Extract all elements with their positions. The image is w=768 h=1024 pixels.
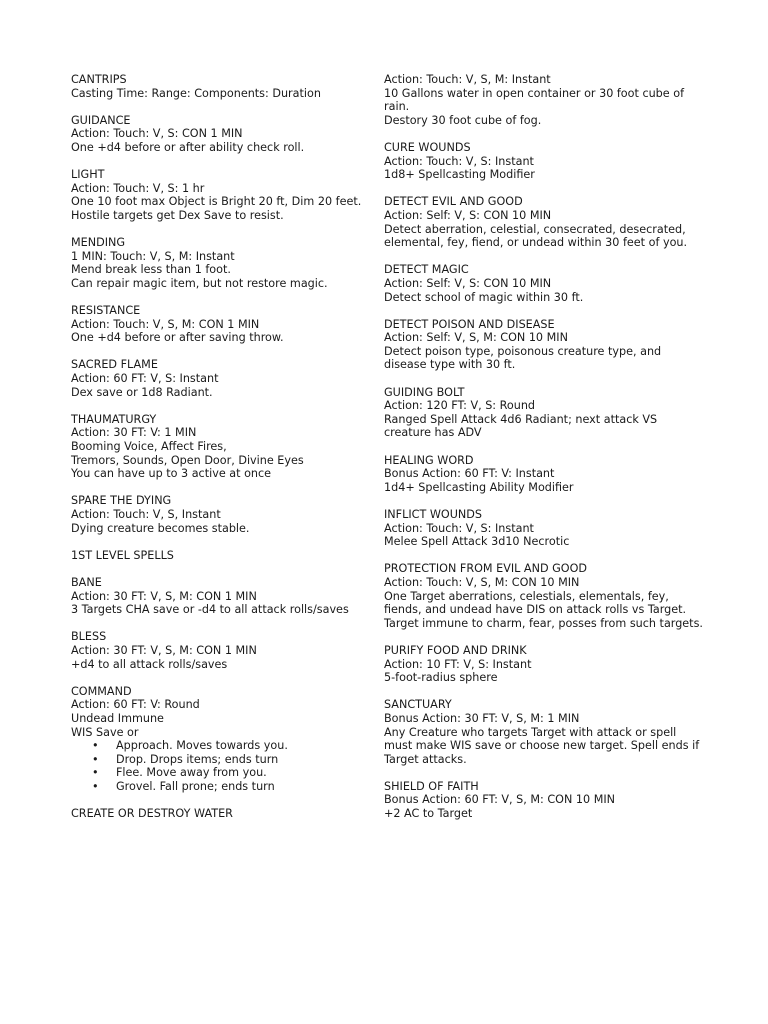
spell-heading: CREATE OR DESTROY WATER bbox=[71, 807, 233, 821]
spell-heading: DETECT POISON AND DISEASE bbox=[384, 317, 555, 331]
bullet-icon: • bbox=[92, 739, 99, 753]
spell-heading: PURIFY FOOD AND DRINK bbox=[384, 643, 527, 657]
spell-heading: SACRED FLAME bbox=[71, 358, 158, 372]
spell-detail-line: Hostile targets get Dex Save to resist. bbox=[71, 208, 284, 222]
spell-detail-line: Destory 30 foot cube of fog. bbox=[384, 113, 542, 127]
spell-detail-line: Tremors, Sounds, Open Door, Divine Eyes bbox=[71, 453, 304, 467]
spell-detail-line: Detect aberration, celestial, consecrated, desecrated, elemental, fey, fiend, or undead within 30 feet of you. bbox=[384, 222, 688, 250]
option-list bbox=[71, 739, 371, 793]
spell-detail-line: Action: 60 FT: V: Round bbox=[71, 698, 200, 712]
spell-block-guidance bbox=[71, 114, 371, 155]
spell-heading: RESISTANCE bbox=[71, 304, 141, 318]
spell-detail-line: Can repair magic item, but not restore magic. bbox=[71, 276, 328, 290]
spell-heading: 1ST LEVEL SPELLS bbox=[71, 548, 174, 562]
spell-block-cure-wounds bbox=[384, 141, 704, 182]
list-item bbox=[71, 766, 371, 780]
spell-detail-line: Action: 30 FT: V, S, M: CON 1 MIN bbox=[71, 643, 257, 657]
spell-detail-line: Action: 60 FT: V, S: Instant bbox=[71, 372, 219, 386]
spell-detail-line: Action: Touch: V, S, M: Instant bbox=[384, 73, 551, 86]
spell-heading: MENDING bbox=[71, 236, 126, 250]
spell-detail-line: Action: Touch: V, S: 1 hr bbox=[71, 181, 205, 195]
spell-block-command bbox=[71, 685, 371, 794]
spell-detail-line: Undead Immune bbox=[71, 711, 164, 725]
spell-detail-line: WIS Save or bbox=[71, 725, 139, 739]
spell-block-1st-level-spells bbox=[71, 549, 371, 563]
list-item bbox=[71, 780, 371, 794]
list-item-text: Flee. Move away from you. bbox=[116, 766, 267, 780]
spell-block-resistance bbox=[71, 304, 371, 345]
spell-detail-line: Action: Self: V, S: CON 10 MIN bbox=[384, 276, 552, 290]
spell-detail-line: Melee Spell Attack 3d10 Necrotic bbox=[384, 535, 570, 549]
spell-detail-line: +2 AC to Target bbox=[384, 807, 473, 821]
spell-heading: BLESS bbox=[71, 630, 107, 644]
spell-heading: SPARE THE DYING bbox=[71, 494, 172, 508]
spell-detail-line: Action: 10 FT: V, S: Instant bbox=[384, 657, 532, 671]
spell-detail-line: 1d4+ Spellcasting Ability Modifier bbox=[384, 480, 574, 494]
list-item bbox=[71, 753, 371, 767]
spell-detail-line: Bonus Action: 60 FT: V, S, M: CON 10 MIN bbox=[384, 793, 616, 807]
spell-detail-line: Detect school of magic within 30 ft. bbox=[384, 290, 584, 304]
spell-detail-line: Action: Touch: V, S: CON 1 MIN bbox=[71, 127, 243, 141]
spell-detail-line: Action: Self: V, S: CON 10 MIN bbox=[384, 208, 552, 222]
right-column bbox=[384, 73, 704, 834]
spell-block-create-or-destroy-water bbox=[71, 807, 371, 821]
spell-detail-line: 1d8+ Spellcasting Modifier bbox=[384, 168, 535, 182]
spell-block-spare-the-dying bbox=[71, 494, 371, 535]
spell-block-purify-food-and-drink bbox=[384, 644, 704, 685]
spell-block-shield-of-faith bbox=[384, 780, 704, 821]
spell-heading: DETECT EVIL AND GOOD bbox=[384, 195, 523, 209]
spell-block-bane bbox=[71, 576, 371, 617]
list-item bbox=[71, 739, 371, 753]
spell-block-guiding-bolt bbox=[384, 386, 704, 440]
spell-detail-line: Mend break less than 1 foot. bbox=[71, 263, 231, 277]
spell-detail-line: Action: Touch: V, S: Instant bbox=[384, 154, 534, 168]
spell-heading: GUIDING BOLT bbox=[384, 385, 465, 399]
spell-block-inflict-wounds bbox=[384, 508, 704, 549]
spell-detail-line: One Target aberrations, celestials, elementals, fey, fiends, and undead have DIS on attack rolls vs Target. bbox=[384, 589, 687, 617]
list-item-text: Grovel. Fall prone; ends turn bbox=[116, 779, 275, 793]
spell-block-detect-poison-and-disease bbox=[384, 318, 704, 372]
spell-detail-line: Bonus Action: 60 FT: V: Instant bbox=[384, 467, 555, 481]
bullet-icon: • bbox=[92, 766, 99, 780]
spell-detail-line: 5-foot-radius sphere bbox=[384, 671, 498, 685]
spell-block-sacred-flame bbox=[71, 358, 371, 399]
spell-detail-line: Detect poison type, poisonous creature type, and disease type with 30 ft. bbox=[384, 344, 662, 372]
spell-heading: BANE bbox=[71, 575, 102, 589]
spell-detail-line: 3 Targets CHA save or -d4 to all attack rolls/saves bbox=[71, 603, 349, 617]
spell-block-mending bbox=[71, 236, 371, 290]
spell-detail-line: +d4 to all attack rolls/saves bbox=[71, 657, 228, 671]
spell-detail-line: Target immune to charm, fear, posses from such targets. bbox=[384, 616, 703, 630]
spell-heading: SHIELD OF FAITH bbox=[384, 779, 479, 793]
spell-detail-line: Action: 120 FT: V, S: Round bbox=[384, 399, 536, 413]
spell-detail-line: Action: Touch: V, S: Instant bbox=[384, 521, 534, 535]
spell-heading: THAUMATURGY bbox=[71, 412, 157, 426]
bullet-icon: • bbox=[92, 752, 99, 766]
spell-heading: GUIDANCE bbox=[71, 113, 131, 127]
spell-block-thaumaturgy bbox=[71, 413, 371, 481]
spell-detail-line: Action: Self: V, S, M: CON 10 MIN bbox=[384, 331, 568, 345]
spell-detail-line: Action: Touch: V, S, M: CON 1 MIN bbox=[71, 317, 260, 331]
spell-heading: COMMAND bbox=[71, 684, 132, 698]
spell-detail-line: One +d4 before or after ability check roll. bbox=[71, 140, 305, 154]
spell-detail-line: Action: Touch: V, S, M: CON 10 MIN bbox=[384, 575, 580, 589]
spell-block-sanctuary bbox=[384, 698, 704, 766]
spell-detail-line: Dying creature becomes stable. bbox=[71, 521, 250, 535]
spell-detail-line: Ranged Spell Attack 4d6 Radiant; next attack VS creature has ADV bbox=[384, 412, 658, 440]
spell-block-light bbox=[71, 168, 371, 222]
spell-detail-line: 1 MIN: Touch: V, S, M: Instant bbox=[71, 249, 235, 263]
left-column bbox=[71, 73, 371, 834]
bullet-icon: • bbox=[92, 779, 99, 793]
spell-heading: PROTECTION FROM EVIL AND GOOD bbox=[384, 562, 588, 576]
spell-detail-line: One +d4 before or after saving throw. bbox=[71, 331, 284, 345]
spell-detail-line: Booming Voice, Affect Fires, bbox=[71, 440, 227, 454]
spell-heading: LIGHT bbox=[71, 168, 105, 182]
spell-block-protection-from-evil-and-good bbox=[384, 562, 704, 630]
spell-detail-line: One 10 foot max Object is Bright 20 ft, Dim 20 feet. bbox=[71, 195, 362, 209]
spell-block-cantrips bbox=[71, 73, 371, 100]
spell-detail-line: Action: 30 FT: V, S, M: CON 1 MIN bbox=[71, 589, 257, 603]
spell-block-detect-magic bbox=[384, 263, 704, 304]
spell-heading: CANTRIPS bbox=[71, 73, 127, 86]
spell-heading: INFLICT WOUNDS bbox=[384, 508, 482, 521]
spell-detail-line: Bonus Action: 30 FT: V, S, M: 1 MIN bbox=[384, 711, 580, 725]
spell-detail-line: Action: 30 FT: V: 1 MIN bbox=[71, 426, 197, 440]
spell-block-healing-word bbox=[384, 454, 704, 495]
spell-block-continued bbox=[384, 73, 704, 127]
spell-detail-line: Any Creature who targets Target with attack or spell must make WIS save or choose new target. Spell ends if Target attacks. bbox=[384, 725, 700, 766]
spell-heading: SANCTUARY bbox=[384, 698, 452, 712]
spell-heading: DETECT MAGIC bbox=[384, 263, 469, 277]
list-item-text: Drop. Drops items; ends turn bbox=[116, 752, 279, 766]
spell-heading: HEALING WORD bbox=[384, 453, 474, 467]
spell-detail-line: Dex save or 1d8 Radiant. bbox=[71, 385, 213, 399]
spell-detail-line: 10 Gallons water in open container or 30 foot cube of rain. bbox=[384, 86, 685, 114]
spell-block-detect-evil-and-good bbox=[384, 195, 704, 249]
list-item-text: Approach. Moves towards you. bbox=[116, 739, 288, 753]
spell-detail-line: You can have up to 3 active at once bbox=[71, 467, 272, 481]
spell-block-bless bbox=[71, 630, 371, 671]
spell-heading: CURE WOUNDS bbox=[384, 140, 471, 154]
spell-detail-line: Casting Time: Range: Components: Duration bbox=[71, 86, 321, 100]
spell-detail-line: Action: Touch: V, S, Instant bbox=[71, 508, 221, 521]
